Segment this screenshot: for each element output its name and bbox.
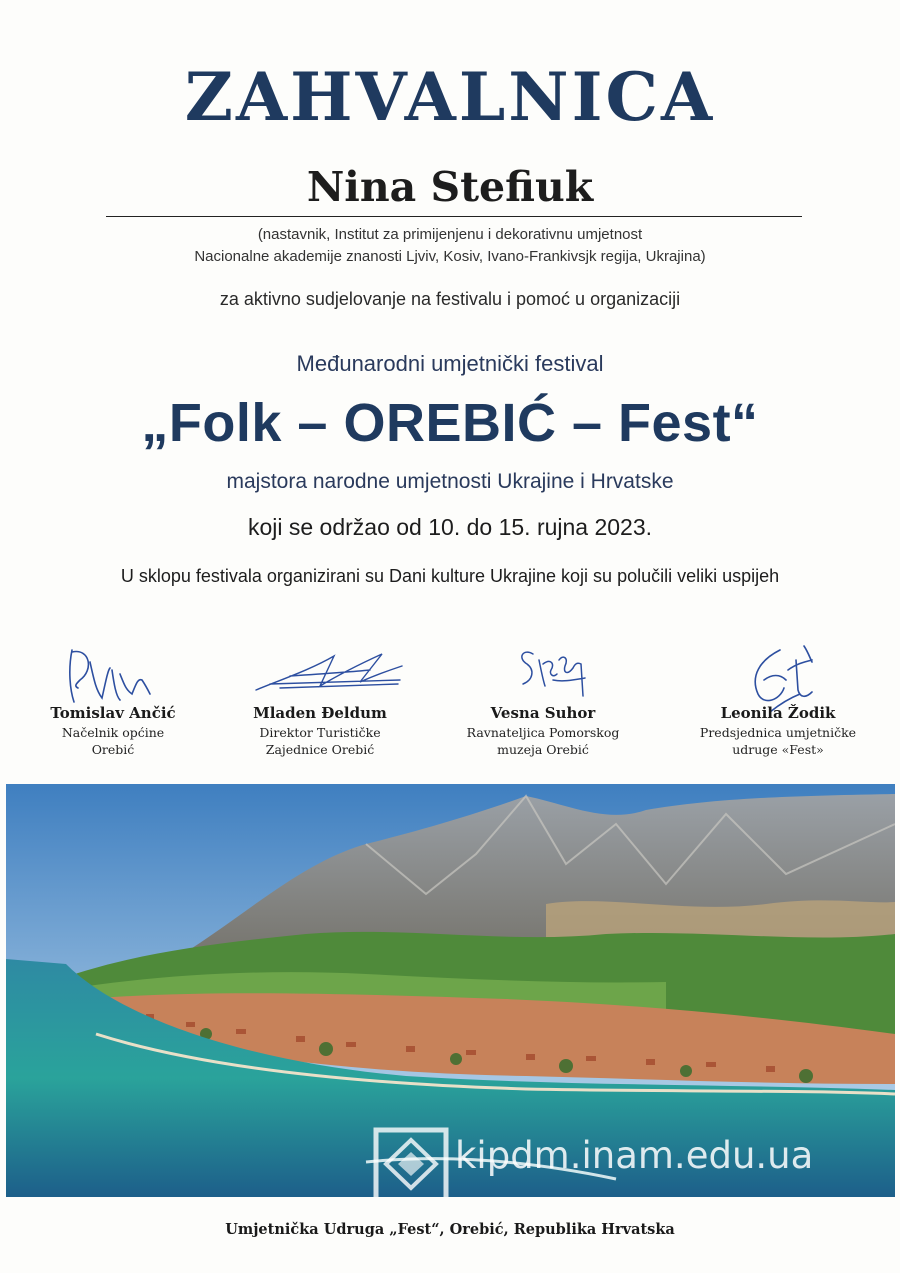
- signatory-1-role-line-1: Načelnik općine: [61, 725, 165, 740]
- signature-1: [10, 640, 210, 710]
- orebic-landscape-photo: [6, 784, 895, 1197]
- signatory-4-role-line-2: udruge «Fest»: [732, 742, 824, 757]
- signatory-3-name: Vesna Suhor: [490, 704, 596, 722]
- recipient-affiliation: [0, 224, 900, 268]
- affiliation-line-2: Nacionalne akademije znanosti Ljviv, Kosiv, Ivano-Frankivsjk regija, Ukrajina): [194, 248, 706, 265]
- festival-name: „Folk – OREBIĆ – Fest“: [141, 393, 759, 453]
- signatory-2-name: Mladen Đeldum: [253, 704, 387, 722]
- signature-2: [230, 640, 430, 700]
- festival-subtitle: majstora narodne umjetnosti Ukrajine i Hrvatske: [226, 470, 674, 493]
- signatory-4-role-line-1: Predsjednica umjetničke: [699, 725, 857, 740]
- signatory-2-role-line-1: Direktor Turističke: [259, 725, 381, 740]
- signatory-3-role: [433, 724, 653, 758]
- signatory-1-name: Tomislav Ančić: [50, 704, 176, 722]
- signatory-4-role: [668, 724, 888, 758]
- name-underline: [106, 216, 802, 217]
- signatory-2-role-line-2: Zajednice Orebić: [265, 742, 375, 757]
- footer-organization: Umjetnička Udruga „Fest“, Orebić, Republika Hrvatska: [225, 1221, 675, 1238]
- signature-3: [453, 640, 653, 706]
- certificate-title: ZAHVALNICA: [184, 58, 716, 136]
- festival-intro: Međunarodni umjetnički festival: [296, 351, 604, 376]
- signatory-3-role-line-2: muzeja Orebić: [497, 742, 589, 757]
- festival-dates: koji se održao od 10. do 15. rujna 2023.: [247, 514, 653, 540]
- signatory-4-name: Leonila Žodik: [720, 704, 836, 722]
- signatory-2-role: [210, 724, 430, 758]
- affiliation-line-1: (nastavnik, Institut za primijenjenu i dekorativnu umjetnost: [257, 226, 643, 243]
- signatory-3-role-line-1: Ravnateljica Pomorskog: [466, 725, 620, 740]
- recipient-name: Nina Stefiuk: [306, 163, 594, 211]
- culture-note: U sklopu festivala organizirani su Dani kulture Ukrajine koji su polučili veliki uspijeh: [120, 566, 780, 586]
- award-reason: za aktivno sudjelovanje na festivalu i pomoć u organizaciji: [219, 289, 681, 309]
- signatory-1-role-line-2: Orebić: [91, 742, 135, 757]
- signatory-1-role: [3, 724, 223, 758]
- watermark-text: kipdm.inam.edu.ua: [455, 1134, 814, 1177]
